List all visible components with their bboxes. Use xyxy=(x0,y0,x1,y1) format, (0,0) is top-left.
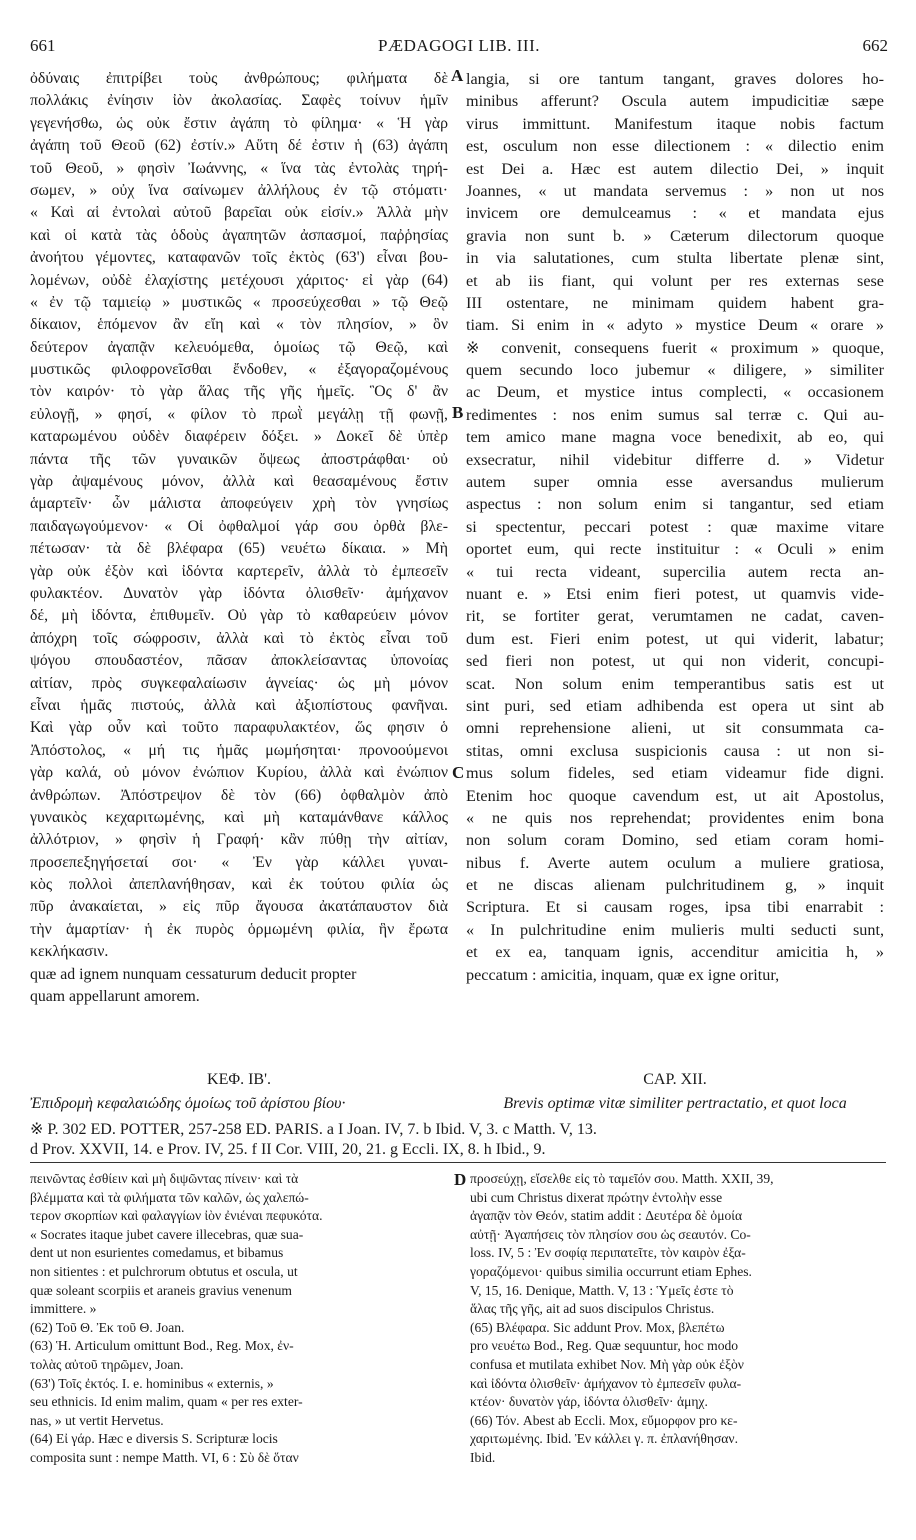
greek-text-line: εἶναι ἡμᾶς πιστούς, ἀλλὰ καὶ ἀξιοπίστους φανῆναι. xyxy=(30,696,448,714)
greek-text-line: καὶ οἱ κατὰ τὰς ὁδοὺς ἀγαπητῶν ἀσπασμοί, παῤῥησίας xyxy=(30,226,448,244)
footnote-line: nas, » ut vertit Hervetus. xyxy=(30,1412,164,1428)
latin-text-line: « In pulchritudine enim mulieris multi seducti sunt, xyxy=(466,920,884,939)
latin-text-line: autem super omnia esse aversandus mulierum xyxy=(466,473,884,492)
section-marker-b: B xyxy=(452,403,464,422)
greek-text-line: πῦρ ἀνακαίεται, » εἰς πῦρ ἄγουσα ἀκατάπαυστον διὰ xyxy=(30,898,448,916)
latin-text-line: ac Deum, et mystice intus complecti, « occasionem xyxy=(466,383,884,402)
footnote-line: seu ethnicis. Id enim malim, quam « per res exter- xyxy=(30,1394,303,1410)
latin-text-line: « ne quis nos reprehendat; providentes enim bona xyxy=(466,808,884,827)
latin-text-line: oportet eum, qui recte instituitur : « Oculi » enim xyxy=(466,540,884,559)
greek-text-line: λομένων, οὐδὲ ἐλαχίστης μετέχουσι χάριτος· εἰ γὰρ (64) xyxy=(30,271,448,289)
greek-text-line: προσεπεξηγήσεταί σοι· « Ἐν γὰρ κάλλει γυναι- xyxy=(30,853,448,871)
greek-text-line: quam appellarunt amorem. xyxy=(30,988,200,1006)
latin-text-line: invicem ore demulceamus : « et mandata ejus xyxy=(466,204,884,223)
greek-text-line: ὀδύναις ἐπιτρίβει τοὺς ἀνθρώπους; φιλήματα δὲ xyxy=(30,70,448,87)
footnote-line: non sitientes : et pulchrorum obtutus et oscula, ut xyxy=(30,1263,298,1279)
latin-text-line: dum est. Fieri enim potest, ut qui viderit, labatur; xyxy=(466,629,884,648)
greek-text-line: ψόγου σπουδαστέον, πᾶσαν ἀποκλείσαντας ὑπονοίας xyxy=(30,652,448,670)
latin-text-line: mus solum fideles, sed etiam videamur fide digni. xyxy=(466,764,884,783)
latin-text-line: nuant e. » Etsi enim fieri potest, ut quamvis vide- xyxy=(466,584,884,603)
latin-text-line: sed fieri non potest, ut qui non viderit, concupi- xyxy=(466,652,884,671)
latin-text-line: ※ convenit, consequens fuerit « proximum » quoque, xyxy=(466,338,884,357)
latin-text-line: « tui recta videant, supercilia autem recta an- xyxy=(466,562,884,581)
greek-text-line: τὸν καιρόν· τὸ γὰρ ἅλας τῆς γῆς ἡμεῖς. Ὃς δ' ἂν xyxy=(30,383,448,401)
greek-text-line: κὸς πολλοὶ ἀπεπλανήθησαν, καὶ ἐκ τούτου φιλία ὡς xyxy=(30,876,448,894)
greek-text-line: γὰρ οὐκ ἐξὸν καὶ ἰδόντα καρτερεῖν, ἀλλὰ τὸ ἐμπεσεῖν xyxy=(30,562,448,580)
footnote-line: τερον σκορπίων καὶ φαλαγγίων ἰὸν ἐνιέναι πεφυκότα. xyxy=(30,1208,323,1224)
reference-line: ※ P. 302 ED. POTTER, 257-258 ED. PARIS. a I Joan. IV, 7. b Ibid. V, 3. c Matth. V, 13. xyxy=(30,1121,597,1138)
latin-text-line: Scriptura. Et si causam roges, ipsa tibi enarrabit : xyxy=(466,898,884,917)
footnote-line: τολὰς αὐτοῦ τηρῶμεν, Joan. xyxy=(30,1356,184,1372)
greek-text-line: ἀνθρώπων. Ἀπόστρεψον δὲ τὸν (66) ὀφθαλμὸν ἀπὸ xyxy=(30,786,448,804)
footnote-line: βλέμματα καὶ τὰ φιλήματα τῶν καλῶν, ὡς χαλεπώ- xyxy=(30,1189,309,1205)
greek-text-line: αἰτίαν, πρὸς συγκεφαλαίωσιν ἁγνείας· ὡς μὴ μόνον xyxy=(30,674,448,692)
greek-text-line: πολλάκις ἐνίησιν ἰὸν ἀκολασίας. Σαφὲς τοίνυν ἡμῖν xyxy=(30,92,448,110)
greek-chapter-subtitle: Ἐπιδρομὴ κεφαλαιώδης ὁμοίως τοῦ ἀρίστου βίου· xyxy=(30,1095,346,1112)
greek-text-line: τὴν ἁμαρτίαν· ἡ ἐκ πυρὸς ὁρμωμένη φιλία, ἣν ἔρωτα xyxy=(30,920,448,938)
greek-text-line: ἀγάπη τοῦ Θεοῦ (62) ἐστίν.» Αὕτη δέ ἐστιν ἡ (63) ἀγάπη xyxy=(30,137,448,155)
footnote-line: dent ut non esurientes comedamus, et bibamus xyxy=(30,1245,284,1261)
footnote-line: confusa et mutilata exhibet Nov. Μὴ γὰρ οὐκ ἐξὸν xyxy=(470,1356,744,1372)
latin-text-line: omni reprehensione alieni, ut sit consummata ca- xyxy=(466,719,884,738)
footnote-line: « Socrates itaque jubet cavere illecebras, quæ sua- xyxy=(30,1226,304,1242)
greek-text-line: μυστικῶς φιλοφρονεῖσθαι ἔνδοθεν, « ἐξαγοραζομένους xyxy=(30,361,448,379)
latin-text-line: nibus f. Averte autem oculum a muliere gratiosa, xyxy=(466,853,884,872)
footnote-line: (63) Ἡ. Articulum omittunt Bod., Reg. Mox, ἐν- xyxy=(30,1338,294,1354)
greek-text-line: εὐλογῇ, » φησί, « φίλον τὸ πρωῒ μεγάλῃ τῇ φωνῇ, xyxy=(30,405,448,423)
footnote-line: (66) Τόν. Abest ab Eccli. Mox, εὔμορφον pro κε- xyxy=(470,1412,738,1428)
latin-chapter-heading: CAP. XII. xyxy=(643,1071,707,1088)
section-marker-c: C xyxy=(452,763,465,782)
footnote-line: (65) Βλέφαρα. Sic addunt Prov. Mox, βλεπέτω xyxy=(470,1319,725,1335)
footnote-line: γοραζόμενοι· quibus similia occurrunt etiam Ephes. xyxy=(470,1263,752,1279)
greek-text-line: πάντα τῆς τῶν γυναικῶν ὄψεως ἀποστράφθαι· οὐ xyxy=(30,450,448,468)
greek-text-line: κεκλήκασιν. xyxy=(30,943,109,961)
latin-text-line: et ne discas alienam pulchritudinem g, » inquit xyxy=(466,876,884,895)
footnote-line: αὐτῇ· Ἀγαπήσεις τὸν πλησίον σου ὡς σεαυτόν. Co- xyxy=(470,1226,751,1242)
latin-text-line: aspectus : non solum enim si tangantur, sed etiam xyxy=(466,495,884,514)
latin-text-line: Joannes, « ut mandata servemus : » non ut nos xyxy=(466,181,884,200)
latin-text-line: et ab iis fiant, qui volunt per res externas sese xyxy=(466,271,884,290)
footnote-line: pro νευέτω Bod., Reg. Quæ sequuntur, hoc modo xyxy=(470,1338,739,1354)
greek-text-line: γὰρ ἀψαμένους μόνον, ἀλλὰ καὶ θεασαμένους ἔστιν xyxy=(30,473,448,491)
greek-text-line: δέ, μὴ ἰδόντα, ἐπιθυμεῖν. Οὐ γὰρ τὸ καθαρεύειν μόνον xyxy=(30,607,448,625)
footnote-line: (63') Τοῖς ἐκτός. I. e. hominibus « externis, » xyxy=(30,1375,274,1391)
latin-text-line: scat. Non solum enim temperantibus satis est ut xyxy=(466,674,884,693)
footnote-line: καὶ ἰδόντα ὀλισθεῖν· ἀμήχανον τὸ ἐμπεσεῖν φυλα- xyxy=(470,1375,742,1391)
greek-text-line: σωμεν, » οὐχ ἵνα σαίνωμεν ἀλλήλους ἐν τῷ στόματι· xyxy=(30,181,448,199)
greek-text-line: ἀπόχρη τοῖς σώφροσιν, ἀλλὰ καὶ τὸ ἐκτὸς εἶναι τοῦ xyxy=(30,629,448,647)
greek-text-line: « ἐν τῷ ταμιείῳ » μυστικῶς « προσεύχεσθαι » τῷ Θεῷ xyxy=(30,293,448,311)
footnote-divider xyxy=(30,1162,886,1163)
latin-text-line: III ostentare, ne minimam quidem habent gra- xyxy=(466,293,884,312)
footnotes-right xyxy=(470,1170,886,1468)
greek-text-line: ἀνοήτου γέμοντες, καταφανῶν τοῖς ἐκτὸς (63') εἶναι βου- xyxy=(30,249,448,267)
footnote-line: (62) Τοῦ Θ. Ἐκ τοῦ Θ. Joan. xyxy=(30,1319,185,1335)
latin-text-line: langia, si ore tantum tangant, graves dolores ho- xyxy=(466,70,884,88)
latin-text-line: gravia non sunt b. » Cæterum dilectorum quoque xyxy=(466,226,884,245)
footnote-line: κτέον· δυνατὸν γάρ, ἰδόντα ὀλισθεῖν· ἀμηχ. xyxy=(470,1394,708,1410)
latin-text-line: exsecratur, nihil videbitur differre d. » Videtur xyxy=(466,450,884,469)
latin-text-line: tiam. Si enim in « adyto » mystice Deum « orare » xyxy=(466,316,884,335)
running-header xyxy=(30,36,888,58)
greek-text-line: γεγενήσθω, ὡς οὐκ ἔστιν ἀγάπη τὸ φίλημα· « Ἡ γὰρ xyxy=(30,114,448,132)
greek-column xyxy=(30,68,448,1008)
latin-text-line: et ex ea, tanquam ignis, accenditur amicitia h, » xyxy=(466,943,884,962)
latin-text-line: redimentes : nos enim sumus sal terræ c. Qui au- xyxy=(466,405,884,424)
greek-chapter-heading: ΚΕΦ. ΙΒ'. xyxy=(207,1071,271,1088)
latin-text-line: quem secundo loco jubemur « diligere, » similiter xyxy=(466,361,884,380)
footnote-line: (64) Εἰ γάρ. Hæc e diversis S. Scripturæ locis xyxy=(30,1431,278,1447)
latin-text-line: est Dei a. Hæc est autem dilectio Dei, » inquit xyxy=(466,159,884,178)
greek-text-line: Ἀπόστολος, « μή τις ἡμᾶς μωμήσηται· προνοούμενοι xyxy=(30,741,448,759)
latin-text-line: peccatum : amicitia, inquam, quæ ex igne oritur, xyxy=(466,965,780,984)
greek-text-line: « Καὶ αἱ ἐντολαὶ αὐτοῦ βαρεῖαι οὐκ εἰσίν.» Ἀλλὰ μὴν xyxy=(30,204,448,222)
greek-text-line: τοῦ Θεοῦ, » φησὶν Ἰωάννης, « ἵνα τὰς ἐντολὰς τηρή- xyxy=(30,159,448,177)
greek-text-line: πέτωσαν· τὰ δὲ βλέφαρα (65) νευέτω δίκαια. » Μὴ xyxy=(30,540,448,558)
greek-text-line: φυλακτέον. Δυνατὸν γὰρ ἰδόντα ὀλισθεῖν· ἀμήχανον xyxy=(30,584,448,602)
greek-text-line: ἀλλότριον, » φησὶν ἡ Γραφή· κἂν πύθῃ τὴν αἰτίαν, xyxy=(30,831,448,849)
footnote-line: V, 15, 16. Denique, Matth. V, 13 : Ὑμεῖς ἐστε τὸ xyxy=(470,1282,734,1298)
latin-column xyxy=(466,68,884,986)
page-number-left: 661 xyxy=(30,36,56,55)
footnote-line: ἀγαπᾷν τὸν Θεόν, statim addit : Δευτέρα δὲ ὁμοία xyxy=(470,1208,743,1224)
latin-text-line: si spectentur, peccari potest : quæ maxime vitare xyxy=(466,517,884,536)
footnote-line: composita sunt : nempe Matth. VI, 6 : Σὺ δὲ ὅταν xyxy=(30,1449,299,1465)
latin-text-line: virus immittunt. Manifestum itaque nobis factum xyxy=(466,114,884,133)
latin-text-line: sint puri, sed etiam adhibenda est opera ut sint ab xyxy=(466,696,884,715)
footnote-line: χαριτωμένης. Ibid. Ἐν κάλλει γ. π. ἐπλανήθησαν. xyxy=(470,1431,738,1447)
latin-text-line: in via salutationes, cum stulta libertate plenæ sint, xyxy=(466,249,884,268)
page-number-right: 662 xyxy=(862,36,888,55)
greek-text-line: γὰρ καλά, οὐ μόνον ἐνώπιον Κυρίου, ἀλλὰ καὶ ἐνώπιον xyxy=(30,764,448,782)
footnotes-left xyxy=(30,1170,452,1468)
greek-text-line: quæ ad ignem nunquam cessaturum deducit propter xyxy=(30,965,357,983)
greek-text-line: δεύτερον ἀγαπᾷν κελευόμεθα, ὁμοίως τῷ Θεῷ, καὶ xyxy=(30,338,448,356)
footnote-line: ἅλας τῆς γῆς, ait ad suos discipulos Christus. xyxy=(470,1301,715,1317)
section-marker-d: D xyxy=(454,1170,467,1189)
footnote-line: quæ soleant scorpiis et araneis gravius venenum xyxy=(30,1282,292,1298)
reference-line: d Prov. XXVII, 14. e Prov. IV, 25. f II Cor. VIII, 20, 21. g Eccli. IX, 8. h Ibid., 9. xyxy=(30,1141,546,1158)
scripture-references xyxy=(30,1120,886,1160)
greek-text-line: δίκαιον, ἑπόμενον ἂν εἴη καὶ « τὸν πλησίον, » ὃν xyxy=(30,316,448,334)
latin-text-line: rit, se fortiter gerat, verumtamen ne cadat, caven- xyxy=(466,607,884,626)
greek-text-line: παιδαγωγούμενον· « Οἱ ὀφθαλμοί γάρ σου ὀρθὰ βλε- xyxy=(30,517,448,535)
latin-text-line: stitas, omni exclusa suspicionis causa : ut non si- xyxy=(466,741,884,760)
section-marker-a: A xyxy=(451,66,464,85)
running-title: PÆDAGOGI LIB. III. xyxy=(378,36,540,55)
latin-text-line: minibus afferunt? Oscula autem impudicitiæ sæpe xyxy=(466,92,884,111)
latin-chapter-subtitle: Brevis optimæ vitæ similiter pertractatio, et quot loca xyxy=(503,1095,847,1112)
footnote-line: loss. IV, 5 : Ἐν σοφίᾳ περιπατεῖτε, τὸν καιρὸν ἐξα- xyxy=(470,1245,746,1261)
footnote-line: Ibid. xyxy=(470,1449,496,1465)
footnote-line: προσεύχῃ, εἴσελθε εἰς τὸ ταμεῖόν σου. Matth. XXII, 39, xyxy=(470,1171,774,1186)
footnote-line: πεινῶντας ἐσθίειν καὶ μὴ διψῶντας πίνειν· καὶ τὰ xyxy=(30,1171,299,1186)
latin-text-line: est, osculum non esse dilectionem : « dilectio enim xyxy=(466,137,884,156)
greek-text-line: γυναικὸς κεχαριτωμένης, καὶ μὴ καταμάνθανε κάλλος xyxy=(30,808,448,826)
latin-text-line: non solum coram Domino, sed etiam coram homi- xyxy=(466,831,884,850)
footnote-line: ubi cum Christus dixerat πρώτην ἐντολὴν esse xyxy=(470,1189,723,1205)
greek-text-line: ἁμαρτεῖν· ὧν μάλιστα ἀποφεύγειν χρὴ τὸν γνησίως xyxy=(30,495,448,513)
greek-text-line: καταρωμένου οὐδὲν διαφέρειν δόξει. » Δοκεῖ δὲ ὑπὲρ xyxy=(30,428,448,446)
greek-text-line: Καὶ γὰρ οὖν καὶ τοῦτο παραφυλακτέον, ὥς φησιν ὁ xyxy=(30,719,448,737)
latin-text-line: tem amico mane magna voce benedixit, ab eo, qui xyxy=(466,428,884,447)
latin-text-line: Etenim hoc quoque cavendum est, ut ait Apostolus, xyxy=(466,786,884,805)
footnote-line: immittere. » xyxy=(30,1301,97,1317)
